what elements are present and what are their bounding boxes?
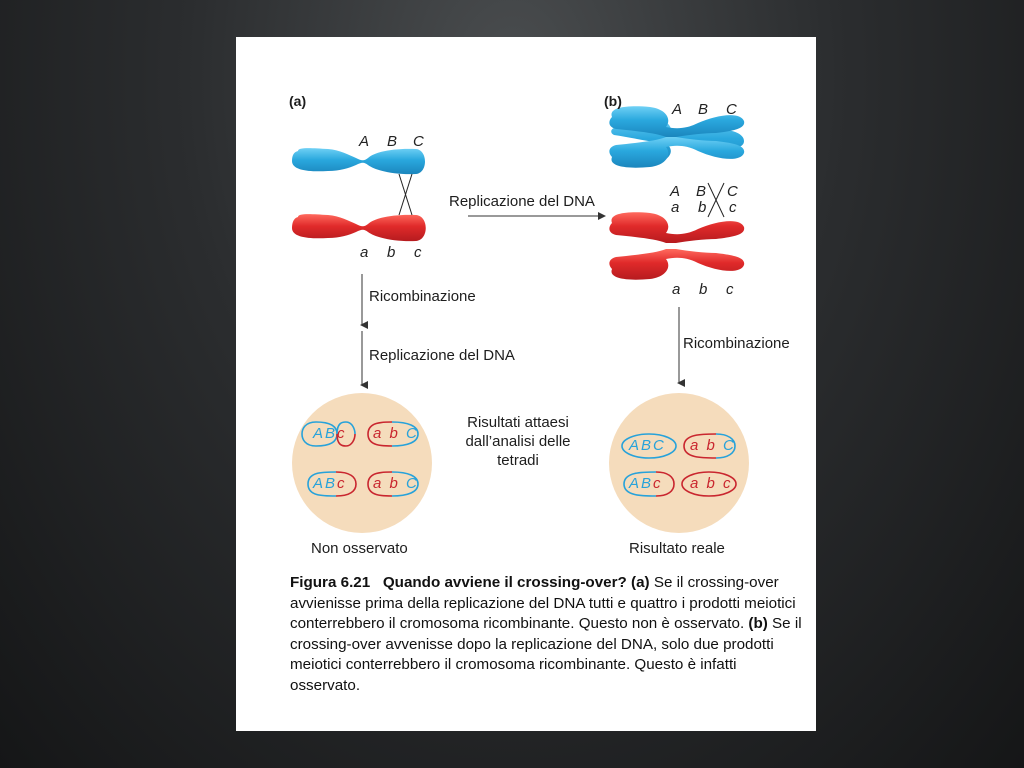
gene-label: A: [670, 183, 681, 200]
gene-label: b: [699, 281, 708, 298]
caption-heading: Quando avviene il crossing-over?: [382, 574, 627, 591]
gene-label: C: [726, 101, 737, 118]
gene-label: B: [698, 101, 709, 118]
recombination-label-a: Ricombinazione: [369, 288, 476, 305]
gene-label: B: [387, 133, 398, 150]
caption-text-a: Se il crossing-over avvienisse prima della replicazione del DNA tutti e quattro i prodotti meiotici conterrebbero il cromosoma ricombinante. Questo non è osservato.: [290, 574, 796, 632]
recombination-label-b: Ricombinazione: [683, 335, 790, 352]
gene-label: A: [359, 133, 370, 150]
tetrad-a-3-text: ABc: [313, 475, 347, 492]
tetrad-b-2-text: a b C: [690, 437, 736, 454]
gene-label: c: [726, 281, 734, 298]
panel-b-red-chromosome: [609, 212, 744, 279]
slide: [236, 37, 816, 731]
gene-label: b: [698, 199, 707, 216]
caption-text-b: Se il crossing-over avvenisse dopo la replicazione del DNA, solo due prodotti meiotici conterrebbero il cromosoma ricombinante. Questo è infatti osservato.: [290, 615, 802, 694]
caption-marker-b: (b): [748, 615, 768, 632]
gene-label: a: [360, 244, 369, 261]
panel-a-label: (a): [289, 93, 307, 109]
tetrad-cell-a: [292, 393, 432, 533]
tetrad-a-4-text: a b C: [373, 475, 419, 492]
panel-b-label: (b): [604, 93, 622, 109]
tetrad-cell-b: [609, 393, 749, 533]
replication-label-a: Replicazione del DNA: [369, 347, 515, 364]
gene-label: c: [414, 244, 422, 261]
tetrad-b-4-text: a b c: [690, 475, 733, 492]
tetrad-a-2-text: a b C: [373, 425, 419, 442]
gene-label: C: [413, 133, 424, 150]
center-note: Risultati attaesi dall’analisi delle tetradi: [465, 414, 571, 469]
gene-label: a: [671, 199, 680, 216]
gene-label: A: [672, 101, 683, 118]
result-label-b: Risultato reale: [629, 540, 725, 557]
gene-label: B: [696, 183, 707, 200]
result-label-a: Non osservato: [311, 540, 408, 557]
caption-marker-a: (a): [631, 574, 650, 591]
tetrad-a-1-text: ABc: [313, 425, 347, 442]
gene-label: b: [387, 244, 396, 261]
panel-a-red-chromatid: [292, 214, 426, 241]
figure-caption: [290, 573, 810, 696]
tetrad-b-3-text: ABc: [629, 475, 663, 492]
panel-a-blue-chromatid: [292, 148, 425, 174]
gene-label: c: [729, 199, 737, 216]
caption-figure-number: Figura 6.21: [290, 574, 371, 591]
gene-label: a: [672, 281, 681, 298]
tetrad-b-1-text: ABC: [629, 437, 666, 454]
gene-label: C: [727, 183, 738, 200]
replication-label-middle: Replicazione del DNA: [449, 193, 595, 210]
